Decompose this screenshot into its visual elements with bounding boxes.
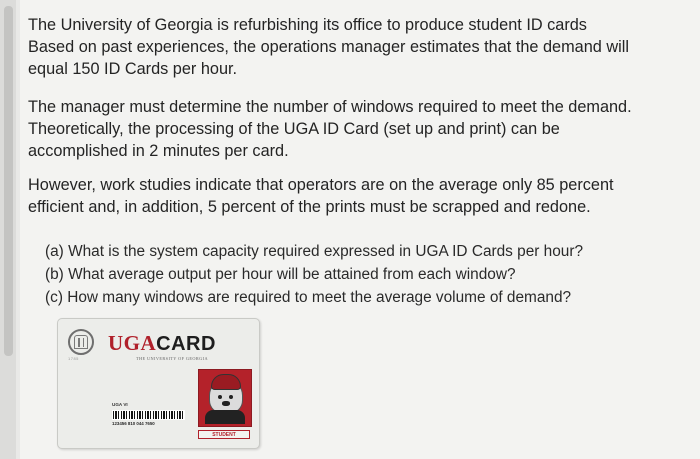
text-line: Based on past experiences, the operations manager estimates that the demand will xyxy=(28,38,629,56)
text-line: Theoretically, the processing of the UGA ID Card (set up and print) can be xyxy=(28,120,560,138)
logo-card: CARD xyxy=(156,333,216,355)
eye-icon xyxy=(229,395,233,399)
nose-icon xyxy=(222,401,230,406)
problem-paragraph-3 xyxy=(28,174,696,218)
barcode-icon xyxy=(112,410,185,420)
logo-uga: UGA xyxy=(108,331,157,355)
text-line: efficient and, in addition, 5 percent of the prints must be scrapped and redone. xyxy=(28,198,591,216)
text-line: accomplished in 2 minutes per card. xyxy=(28,142,289,160)
helmet-icon xyxy=(211,374,241,390)
cardholder-name: UGA VI xyxy=(112,402,128,407)
text-line: The manager must determine the number of windows required to meet the demand. xyxy=(28,98,632,116)
question-a: (a) What is the system capacity required expressed in UGA ID Cards per hour? xyxy=(45,243,584,260)
bulldog-mascot-photo xyxy=(198,369,252,427)
seal-year: 1785 xyxy=(68,356,79,361)
vertical-scrollbar[interactable] xyxy=(0,0,16,459)
scrollbar-thumb[interactable] xyxy=(4,6,13,356)
university-seal-icon xyxy=(68,329,94,355)
ugacard-logo xyxy=(108,331,216,356)
university-name: THE UNIVERSITY OF GEORGIA xyxy=(136,356,209,361)
ugacard-image xyxy=(57,318,260,449)
question-b: (b) What average output per hour will be attained from each window? xyxy=(45,266,516,283)
card-id-number: 123456 810 044 7650 xyxy=(112,421,155,426)
text-line: However, work studies indicate that operators are on the average only 85 percent xyxy=(28,176,614,194)
question-list xyxy=(45,240,685,309)
eye-icon xyxy=(218,395,222,399)
text-line: equal 150 ID Cards per hour. xyxy=(28,60,238,78)
problem-page xyxy=(20,0,700,459)
jersey-icon xyxy=(205,410,245,424)
text-line: The University of Georgia is refurbishing its office to produce student ID cards xyxy=(28,16,587,34)
problem-paragraph-2 xyxy=(28,96,696,162)
question-c: (c) How many windows are required to meet the average volume of demand? xyxy=(45,289,572,306)
arch-icon xyxy=(74,335,88,349)
problem-paragraph-1 xyxy=(28,14,696,80)
student-status-label: STUDENT xyxy=(198,430,250,439)
